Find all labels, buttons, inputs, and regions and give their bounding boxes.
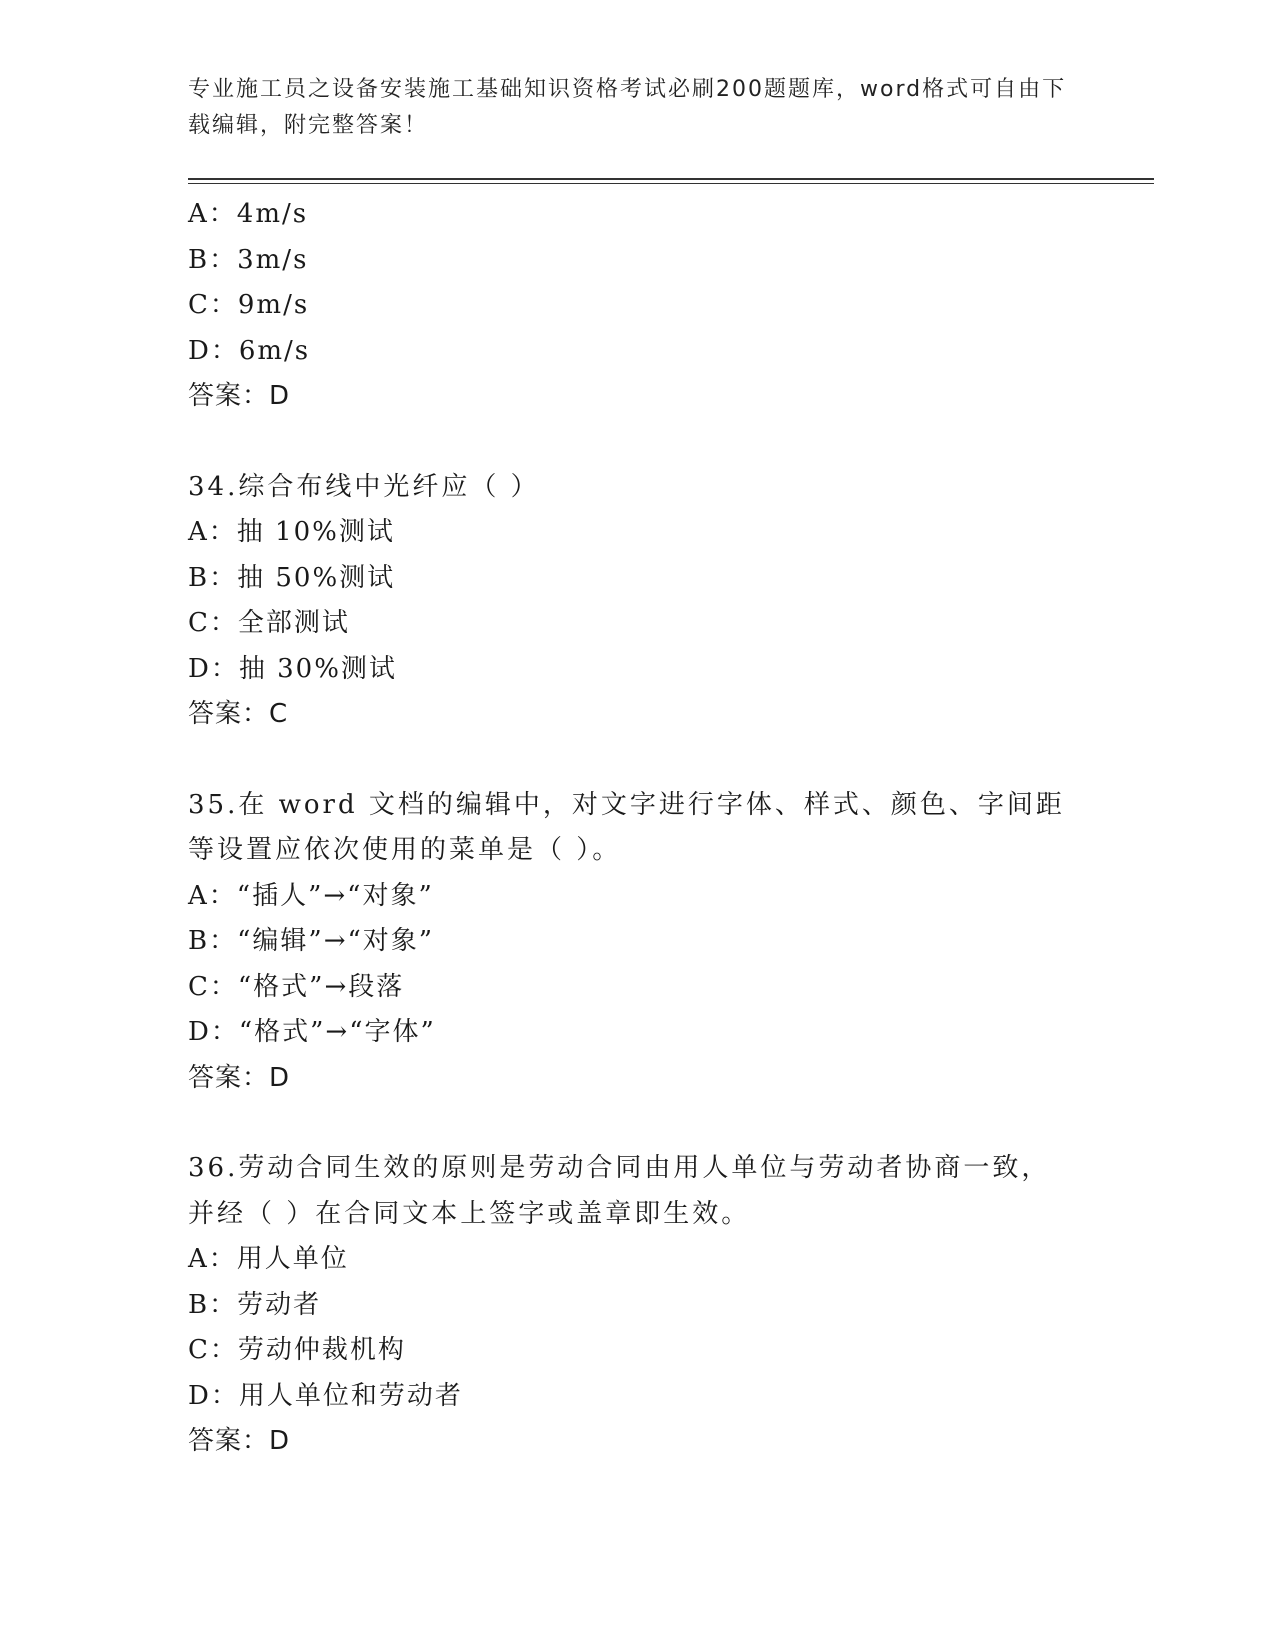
- option-c: C：全部测试: [188, 608, 350, 638]
- question-block-35: [188, 783, 1118, 1102]
- header-divider-thin: [188, 183, 1154, 184]
- spacer: [188, 1101, 1118, 1146]
- option-a: A：“插人”→“对象”: [188, 880, 434, 911]
- option-a: A：用人单位: [188, 1244, 349, 1274]
- question-stem: 34.综合布线中光纤应（ ）: [188, 471, 540, 502]
- question-stem: 35.在 word 文档的编辑中，对文字进行字体、样式、颜色、字间距等设置应依次使用的菜单是（ ）。: [188, 789, 1065, 865]
- option-b: B：“编辑”→“对象”: [188, 926, 435, 956]
- answer-line: 答案：C: [188, 699, 289, 729]
- option-b: B：抽 50%测试: [188, 562, 396, 593]
- answer-line: 答案：D: [188, 381, 291, 411]
- question-list: [188, 192, 1118, 1465]
- option-c: C：劳动仲裁机构: [188, 1335, 406, 1365]
- question-block-34: [188, 465, 1118, 738]
- option-b: B：劳动者: [188, 1289, 322, 1320]
- question-stem: 36.劳动合同生效的原则是劳动合同由用人单位与劳动者协商一致，并经（ ）在合同文本上签字或盖章即生效。: [188, 1153, 1051, 1229]
- option-d: D：用人单位和劳动者: [188, 1380, 463, 1411]
- option-c: C：“格式”→段落: [188, 971, 405, 1002]
- question-block-36: [188, 1146, 1118, 1465]
- option-d: D：“格式”→“字体”: [188, 1017, 436, 1047]
- document-header: 专业施工员之设备安装施工基础知识资格考试必刷200题题库，word格式可自由下载编辑，附完整答案！: [188, 77, 1067, 138]
- option-d: D：6m/s: [188, 335, 311, 366]
- option-d: D：抽 30%测试: [188, 653, 397, 684]
- option-a: A：4m/s: [188, 199, 309, 229]
- answer-line: 答案：D: [188, 1426, 291, 1456]
- answer-line: 答案：D: [188, 1062, 291, 1093]
- header-divider: [188, 178, 1154, 180]
- spacer: [188, 420, 1118, 465]
- option-c: C：9m/s: [188, 290, 310, 320]
- spacer: [188, 738, 1118, 783]
- option-a: A：抽 10%测试: [188, 517, 395, 547]
- option-b: B：3m/s: [188, 244, 309, 275]
- question-block-33: [188, 192, 1118, 420]
